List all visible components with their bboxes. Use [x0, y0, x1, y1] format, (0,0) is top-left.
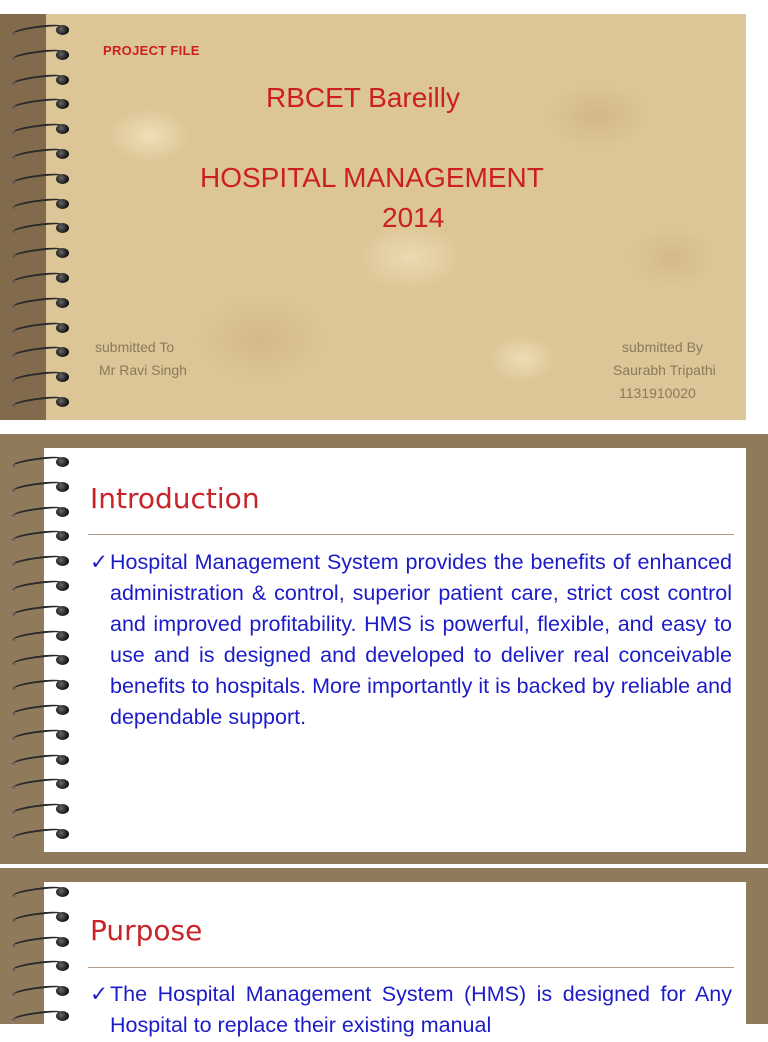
ring-hole [56, 1011, 69, 1021]
ring-hole [56, 507, 69, 517]
college-name: RBCET Bareilly [266, 82, 460, 113]
ring-wire [12, 370, 63, 385]
introduction-slide [0, 434, 768, 864]
spiral-ring [6, 774, 76, 794]
ring-hole [56, 730, 69, 740]
ring-wire [12, 47, 63, 62]
ring-hole [56, 482, 69, 492]
ring-wire [12, 777, 63, 792]
spiral-ring [6, 194, 76, 214]
ring-wire [12, 579, 63, 594]
ring-hole [56, 248, 69, 258]
ring-hole [56, 223, 69, 233]
ring-hole [56, 531, 69, 541]
ring-wire [12, 295, 63, 310]
ring-hole [56, 961, 69, 971]
project-file-label: PROJECT FILE [103, 43, 200, 58]
ring-hole [56, 25, 69, 35]
spiral-ring [6, 526, 76, 546]
submitted-to-name: Mr Ravi Singh [99, 362, 187, 378]
spiral-ring [6, 119, 76, 139]
ring-hole [56, 199, 69, 209]
purpose-text: The Hospital Management System (HMS) is designed for Any Hospital to replace their existing manual [110, 982, 732, 1037]
ring-wire [12, 554, 63, 569]
ring-hole [56, 912, 69, 922]
spiral-ring [6, 243, 76, 263]
ring-wire [12, 959, 63, 974]
submitted-by-label: submitted By [622, 339, 703, 355]
ring-hole [56, 631, 69, 641]
spiral-ring [6, 342, 76, 362]
ring-wire [12, 320, 63, 335]
spiral-ring [6, 882, 76, 902]
ring-wire [12, 984, 63, 999]
ring-wire [12, 271, 63, 286]
ring-wire [12, 395, 63, 410]
ring-hole [56, 705, 69, 715]
ring-hole [56, 50, 69, 60]
introduction-text: Hospital Management System provides the benefits of enhanced administration & control, superior patient care, strict cost control and improved profitability. HMS is powerful, flexible, and easy to use and is designed and developed to deliver real conceivable benefits to hospitals. More importantly it is backed by reliable and dependable support. [110, 550, 732, 729]
spiral-ring [6, 932, 76, 952]
heading-divider [88, 534, 734, 535]
spiral-ring [6, 293, 76, 313]
ring-wire [12, 727, 63, 742]
ring-hole [56, 680, 69, 690]
spiral-ring [6, 601, 76, 621]
ring-wire [12, 147, 63, 162]
ring-wire [12, 504, 63, 519]
ring-hole [56, 99, 69, 109]
ring-wire [12, 196, 63, 211]
ring-hole [56, 655, 69, 665]
ring-wire [12, 72, 63, 87]
ring-hole [56, 273, 69, 283]
spiral-ring [6, 576, 76, 596]
ring-wire [12, 678, 63, 693]
ring-wire [12, 529, 63, 544]
spiral-ring [6, 45, 76, 65]
ring-hole [56, 347, 69, 357]
ring-hole [56, 457, 69, 467]
ring-hole [56, 397, 69, 407]
ring-wire [12, 221, 63, 236]
ring-wire [12, 97, 63, 112]
ring-wire [12, 885, 63, 900]
ring-wire [12, 703, 63, 718]
ring-wire [12, 909, 63, 924]
ring-wire [12, 455, 63, 470]
ring-hole [56, 887, 69, 897]
ring-wire [12, 603, 63, 618]
ring-hole [56, 755, 69, 765]
spiral-ring [6, 268, 76, 288]
ring-hole [56, 298, 69, 308]
spiral-ring [6, 956, 76, 976]
ring-hole [56, 779, 69, 789]
ring-wire [12, 345, 63, 360]
spiral-ring [6, 477, 76, 497]
spiral-ring [6, 94, 76, 114]
ring-hole [56, 149, 69, 159]
spiral-ring [6, 1006, 76, 1026]
submitted-to-label: submitted To [95, 339, 175, 355]
ring-wire [12, 23, 63, 38]
spiral-ring [6, 367, 76, 387]
spiral-ring [6, 675, 76, 695]
spiral-ring [6, 700, 76, 720]
spiral-ring [6, 452, 76, 472]
submitted-by-name: Saurabh Tripathi [613, 362, 716, 378]
project-title: HOSPITAL MANAGEMENT [200, 162, 544, 193]
ring-hole [56, 937, 69, 947]
ring-wire [12, 628, 63, 643]
spiral-ring [6, 392, 76, 412]
spiral-ring [6, 218, 76, 238]
spiral-ring [6, 551, 76, 571]
ring-wire [12, 246, 63, 261]
check-icon: ✓ [90, 550, 109, 574]
ring-wire [12, 934, 63, 949]
ring-wire [12, 1009, 63, 1024]
spiral-ring [6, 502, 76, 522]
project-year: 2014 [382, 202, 445, 233]
spiral-ring [6, 70, 76, 90]
spiral-ring [6, 981, 76, 1001]
ring-hole [56, 556, 69, 566]
ring-wire [12, 802, 63, 817]
purpose-bullet [90, 979, 732, 1041]
spiral-ring [6, 626, 76, 646]
ring-wire [12, 171, 63, 186]
ring-hole [56, 986, 69, 996]
ring-hole [56, 829, 69, 839]
roll-number: 1131910020 [619, 385, 696, 401]
spiral-ring [6, 318, 76, 338]
ring-hole [56, 581, 69, 591]
spiral-ring [6, 725, 76, 745]
spiral-ring [6, 144, 76, 164]
purpose-heading: Purpose [90, 914, 203, 947]
spiral-ring [6, 169, 76, 189]
ring-hole [56, 75, 69, 85]
ring-wire [12, 752, 63, 767]
ring-hole [56, 804, 69, 814]
ring-hole [56, 372, 69, 382]
ring-wire [12, 653, 63, 668]
check-icon: ✓ [90, 982, 109, 1006]
ring-hole [56, 606, 69, 616]
heading-divider [88, 967, 734, 968]
ring-hole [56, 174, 69, 184]
spiral-ring [6, 907, 76, 927]
ring-hole [56, 124, 69, 134]
spiral-ring [6, 650, 76, 670]
spiral-ring [6, 799, 76, 819]
introduction-heading: Introduction [90, 482, 260, 515]
ring-wire [12, 479, 63, 494]
spiral-ring [6, 20, 76, 40]
spiral-ring [6, 750, 76, 770]
cover-slide [0, 14, 746, 420]
spiral-ring [6, 824, 76, 844]
ring-hole [56, 323, 69, 333]
purpose-slide [0, 868, 768, 1037]
introduction-bullet [90, 547, 732, 733]
ring-wire [12, 122, 63, 137]
ring-wire [12, 827, 63, 842]
